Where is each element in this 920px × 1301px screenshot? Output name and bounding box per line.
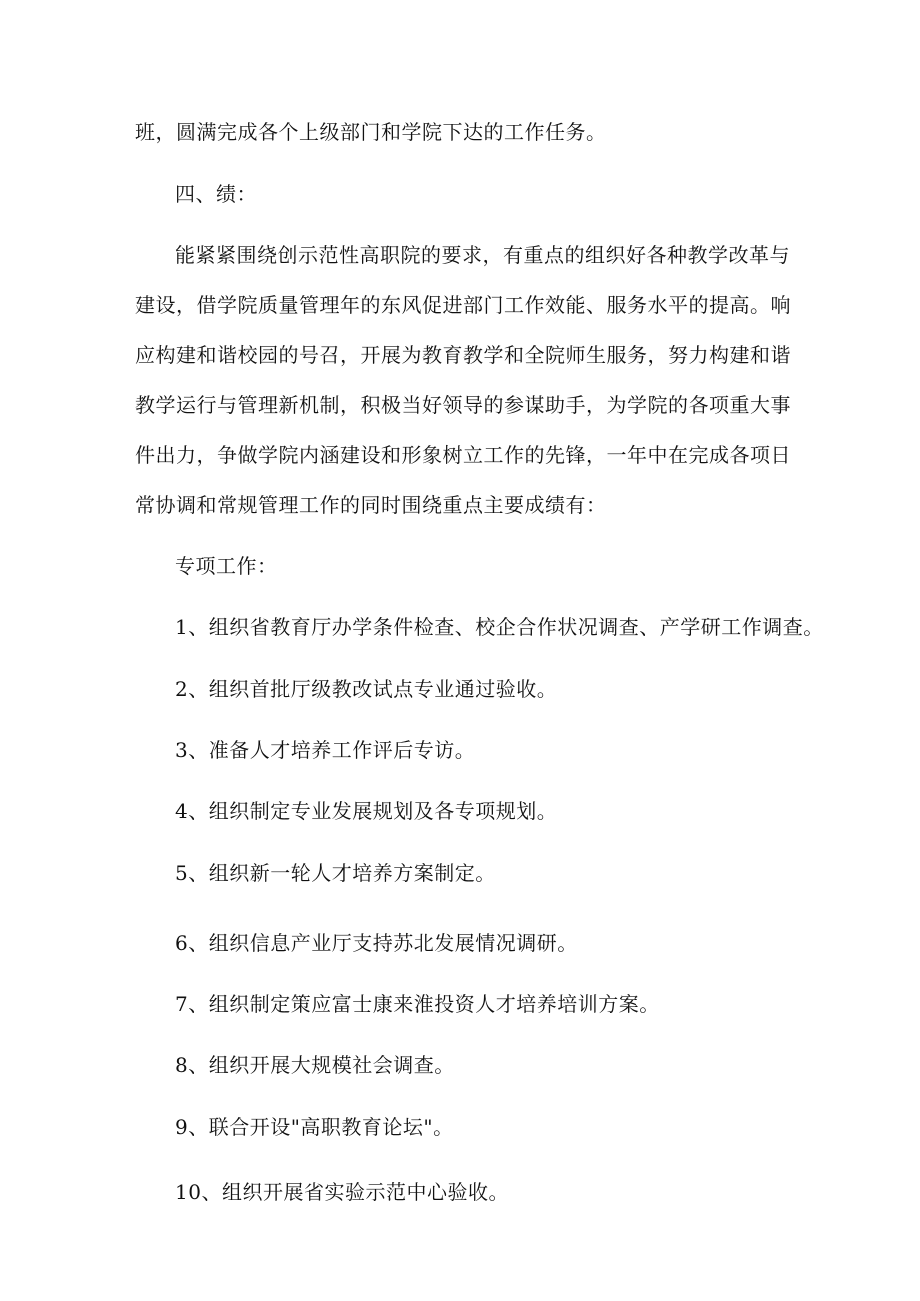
list-item: 1、组织省教育厅办学条件检查、校企合作状况调查、产学研工作调查。 [175, 615, 824, 639]
list-item: 4、组织制定专业发展规划及各专项规划。 [175, 799, 558, 823]
paragraph-line: 教学运行与管理新机制，积极当好领导的参谋助手，为学院的各项重大事 [135, 393, 791, 417]
paragraph-line: 件出力，争做学院内涵建设和形象树立工作的先锋，一年中在完成各项日 [135, 443, 791, 467]
list-item: 2、组织首批厅级教改试点专业通过验收。 [175, 677, 558, 701]
list-item: 3、准备人才培养工作评后专访。 [175, 738, 476, 762]
special-work-heading: 专项工作： [175, 554, 278, 578]
intro-line: 班，圆满完成各个上级部门和学院下达的工作任务。 [135, 120, 607, 144]
paragraph-line: 常协调和常规管理工作的同时围绕重点主要成绩有： [135, 493, 607, 517]
paragraph-line: 建设，借学院质量管理年的东风促进部门工作效能、服务水平的提高。响 [135, 293, 791, 317]
list-item: 8、组织开展大规模社会调查。 [175, 1053, 455, 1077]
list-item: 7、组织制定策应富士康来淮投资人才培养培训方案。 [175, 992, 660, 1016]
list-item: 5、组织新一轮人才培养方案制定。 [175, 861, 496, 885]
paragraph-line: 能紧紧围绕创示范性高职院的要求，有重点的组织好各种教学改革与 [175, 243, 790, 267]
section-heading: 四、绩： [175, 182, 257, 206]
paragraph-line: 应构建和谐校园的号召，开展为教育教学和全院师生服务，努力构建和谐 [135, 343, 791, 367]
list-item: 10、组织开展省实验示范中心验收。 [175, 1180, 509, 1204]
list-item: 9、联合开设"高职教育论坛"。 [175, 1115, 454, 1139]
list-item: 6、组织信息产业厅支持苏北发展情况调研。 [175, 931, 578, 955]
